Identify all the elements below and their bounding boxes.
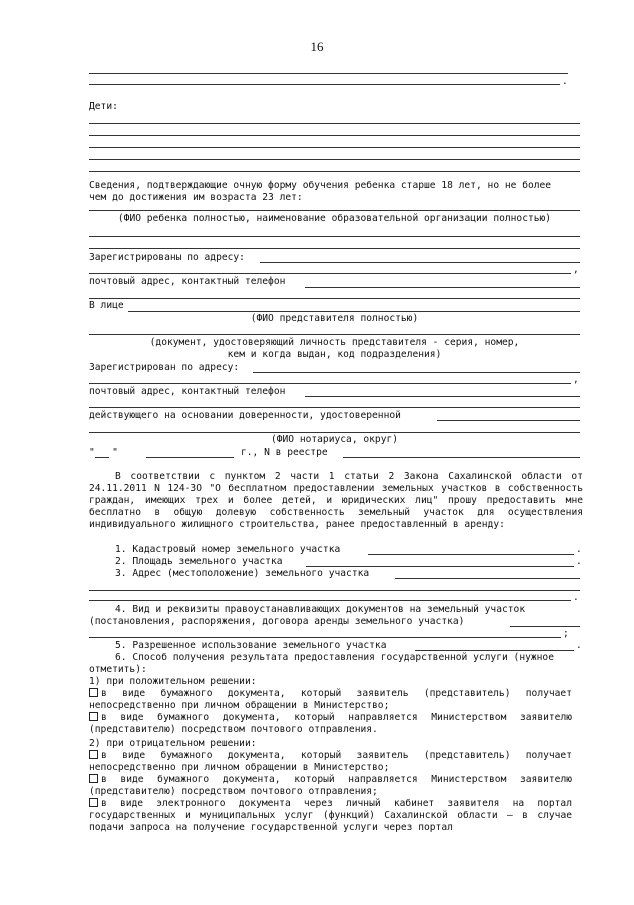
line-end-dot: .: [576, 544, 582, 555]
title-docs-text: 4. Вид и реквизиты правоустанавливающих документов на земельный участок: [115, 604, 526, 615]
permitted-use-line: [415, 650, 574, 651]
positive-heading: 1) при положительном решении:: [89, 676, 257, 687]
blank-line: [89, 407, 580, 408]
children-label: Дети:: [89, 101, 118, 112]
cadastral-line: [368, 554, 574, 555]
postal-line: [305, 396, 580, 397]
line-end-dot: .: [576, 640, 582, 651]
line-end-dot: .: [573, 592, 579, 603]
postal-line: [305, 287, 580, 288]
checkbox-icon[interactable]: [89, 750, 98, 759]
area-line: [306, 566, 574, 567]
in-person-label: В лице: [89, 300, 124, 311]
postal-label: почтовый адрес, контактный телефон: [89, 386, 286, 397]
proxy-line: [437, 420, 580, 421]
blank-line: [89, 637, 561, 638]
blank-line: [89, 236, 580, 237]
line-end-semicolon: ;: [563, 628, 569, 639]
checkbox-icon[interactable]: [89, 774, 98, 783]
address-item-label: 3. Адрес (местоположение) земельного участка: [115, 568, 370, 579]
location-line: [395, 578, 580, 579]
blank-line: [89, 600, 571, 601]
document-caption: (документ, удостоверяющий личность представителя - серия, номер,: [149, 337, 520, 348]
date-month-line: [146, 457, 234, 458]
blank-line: [89, 210, 580, 211]
option-label: в виде электронного документа через личный кабинет заявителя на портал государственных и муниципальных услуг (функций) Сахалинской области – в случае подачи запроса на получение государственной услуги через портал: [89, 798, 572, 833]
blank-line: [89, 84, 560, 85]
option-paper-personal-negative[interactable]: [89, 750, 572, 774]
address-line: [260, 262, 580, 263]
negative-heading: 2) при отрицательном решении:: [89, 738, 257, 749]
address-line: [89, 273, 571, 274]
education-text: Сведения, подтверждающие очную форму обучения ребенка старше 18 лет, но не более: [89, 180, 552, 191]
option-label: в виде бумажного документа, который заявитель (представитель) получает непосредственно при личном обращении в Министерство;: [89, 688, 572, 711]
address-line: [89, 383, 571, 384]
line-end-comma: ,: [573, 374, 579, 385]
request-paragraph: В соответствии с пунктом 2 части 1 статьи 2 Закона Сахалинской области от 24.11.2011 N 124-ЗО "О бесплатном предоставлении земельных участков в собственность граждан, имеющих трех и более детей, и юридических лиц" прошу предоставить мне бесплатно в общую долевую собственность земельный участок для осуществления индивидуального жилищного строительства, ранее предоставленный в аренду:: [89, 471, 583, 530]
proxy-label: действующего на основании доверенности, удостоверенной: [89, 410, 401, 421]
option-label: в виде бумажного документа, который направляется Министерством заявителю (представителю) посредством почтового отправления.: [89, 712, 572, 735]
line-end-dot: .: [562, 76, 568, 87]
line-end-dot: .: [576, 556, 582, 567]
representative-line: [128, 311, 580, 312]
permitted-use-label: 5. Разрешенное использование земельного участка: [115, 640, 387, 651]
document-caption: кем и когда выдан, код подразделения): [227, 349, 442, 360]
blank-line: [89, 298, 580, 299]
title-docs-text: (постановления, распоряжения, договора аренды земельного участка): [89, 616, 465, 627]
option-label: в виде бумажного документа, который заявитель (представитель) получает непосредственно при личном обращении в Министерство;: [89, 750, 572, 773]
option-paper-mail-negative[interactable]: [89, 774, 572, 798]
children-line: [89, 123, 580, 124]
option-paper-mail[interactable]: [89, 712, 572, 736]
option-electronic[interactable]: [89, 798, 572, 834]
area-label: 2. Площадь земельного участка: [115, 556, 283, 567]
blank-line: [89, 334, 580, 335]
page-number: 16: [310, 39, 324, 54]
option-label: в виде бумажного документа, который направляется Министерством заявителю (представителю) посредством почтового отправления;: [89, 774, 572, 797]
registry-line: [343, 457, 580, 458]
postal-label: почтовый адрес, контактный телефон: [89, 276, 286, 287]
blank-line: [89, 248, 580, 249]
children-line: [89, 159, 580, 160]
checkbox-icon[interactable]: [89, 688, 98, 697]
checkbox-icon[interactable]: [89, 798, 98, 807]
registered-label: Зарегистрированы по адресу:: [89, 252, 245, 263]
cadastral-label: 1. Кадастровый номер земельного участка: [115, 544, 341, 555]
children-line: [89, 135, 580, 136]
blank-line: [89, 590, 580, 591]
title-docs-line: [510, 626, 580, 627]
representative-caption: (ФИО представителя полностью): [250, 313, 419, 324]
delivery-method-text: отметить):: [89, 664, 147, 675]
checkbox-icon[interactable]: [89, 712, 98, 721]
registered-label: Зарегистрирован по адресу:: [89, 362, 240, 373]
blank-line: [89, 432, 580, 433]
address-line: [253, 372, 580, 373]
blank-line: [89, 73, 568, 74]
option-paper-personal[interactable]: [89, 688, 572, 712]
registry-label: г., N в реестре: [241, 447, 328, 458]
line-end-comma: ,: [573, 264, 579, 275]
date-day-line: [95, 457, 109, 458]
delivery-method-text: 6. Способ получения результата предоставления государственной услуги (нужное: [115, 652, 554, 663]
children-line: [89, 147, 580, 148]
education-text: чем до достижения им возраста 23 лет:: [89, 192, 303, 203]
child-caption: (ФИО ребенка полностью, наименование образовательной организации полностью): [117, 213, 552, 224]
notary-caption: (ФИО нотариуса, округ): [270, 434, 399, 445]
children-line: [89, 171, 580, 172]
date-quotes: " ": [89, 447, 118, 458]
